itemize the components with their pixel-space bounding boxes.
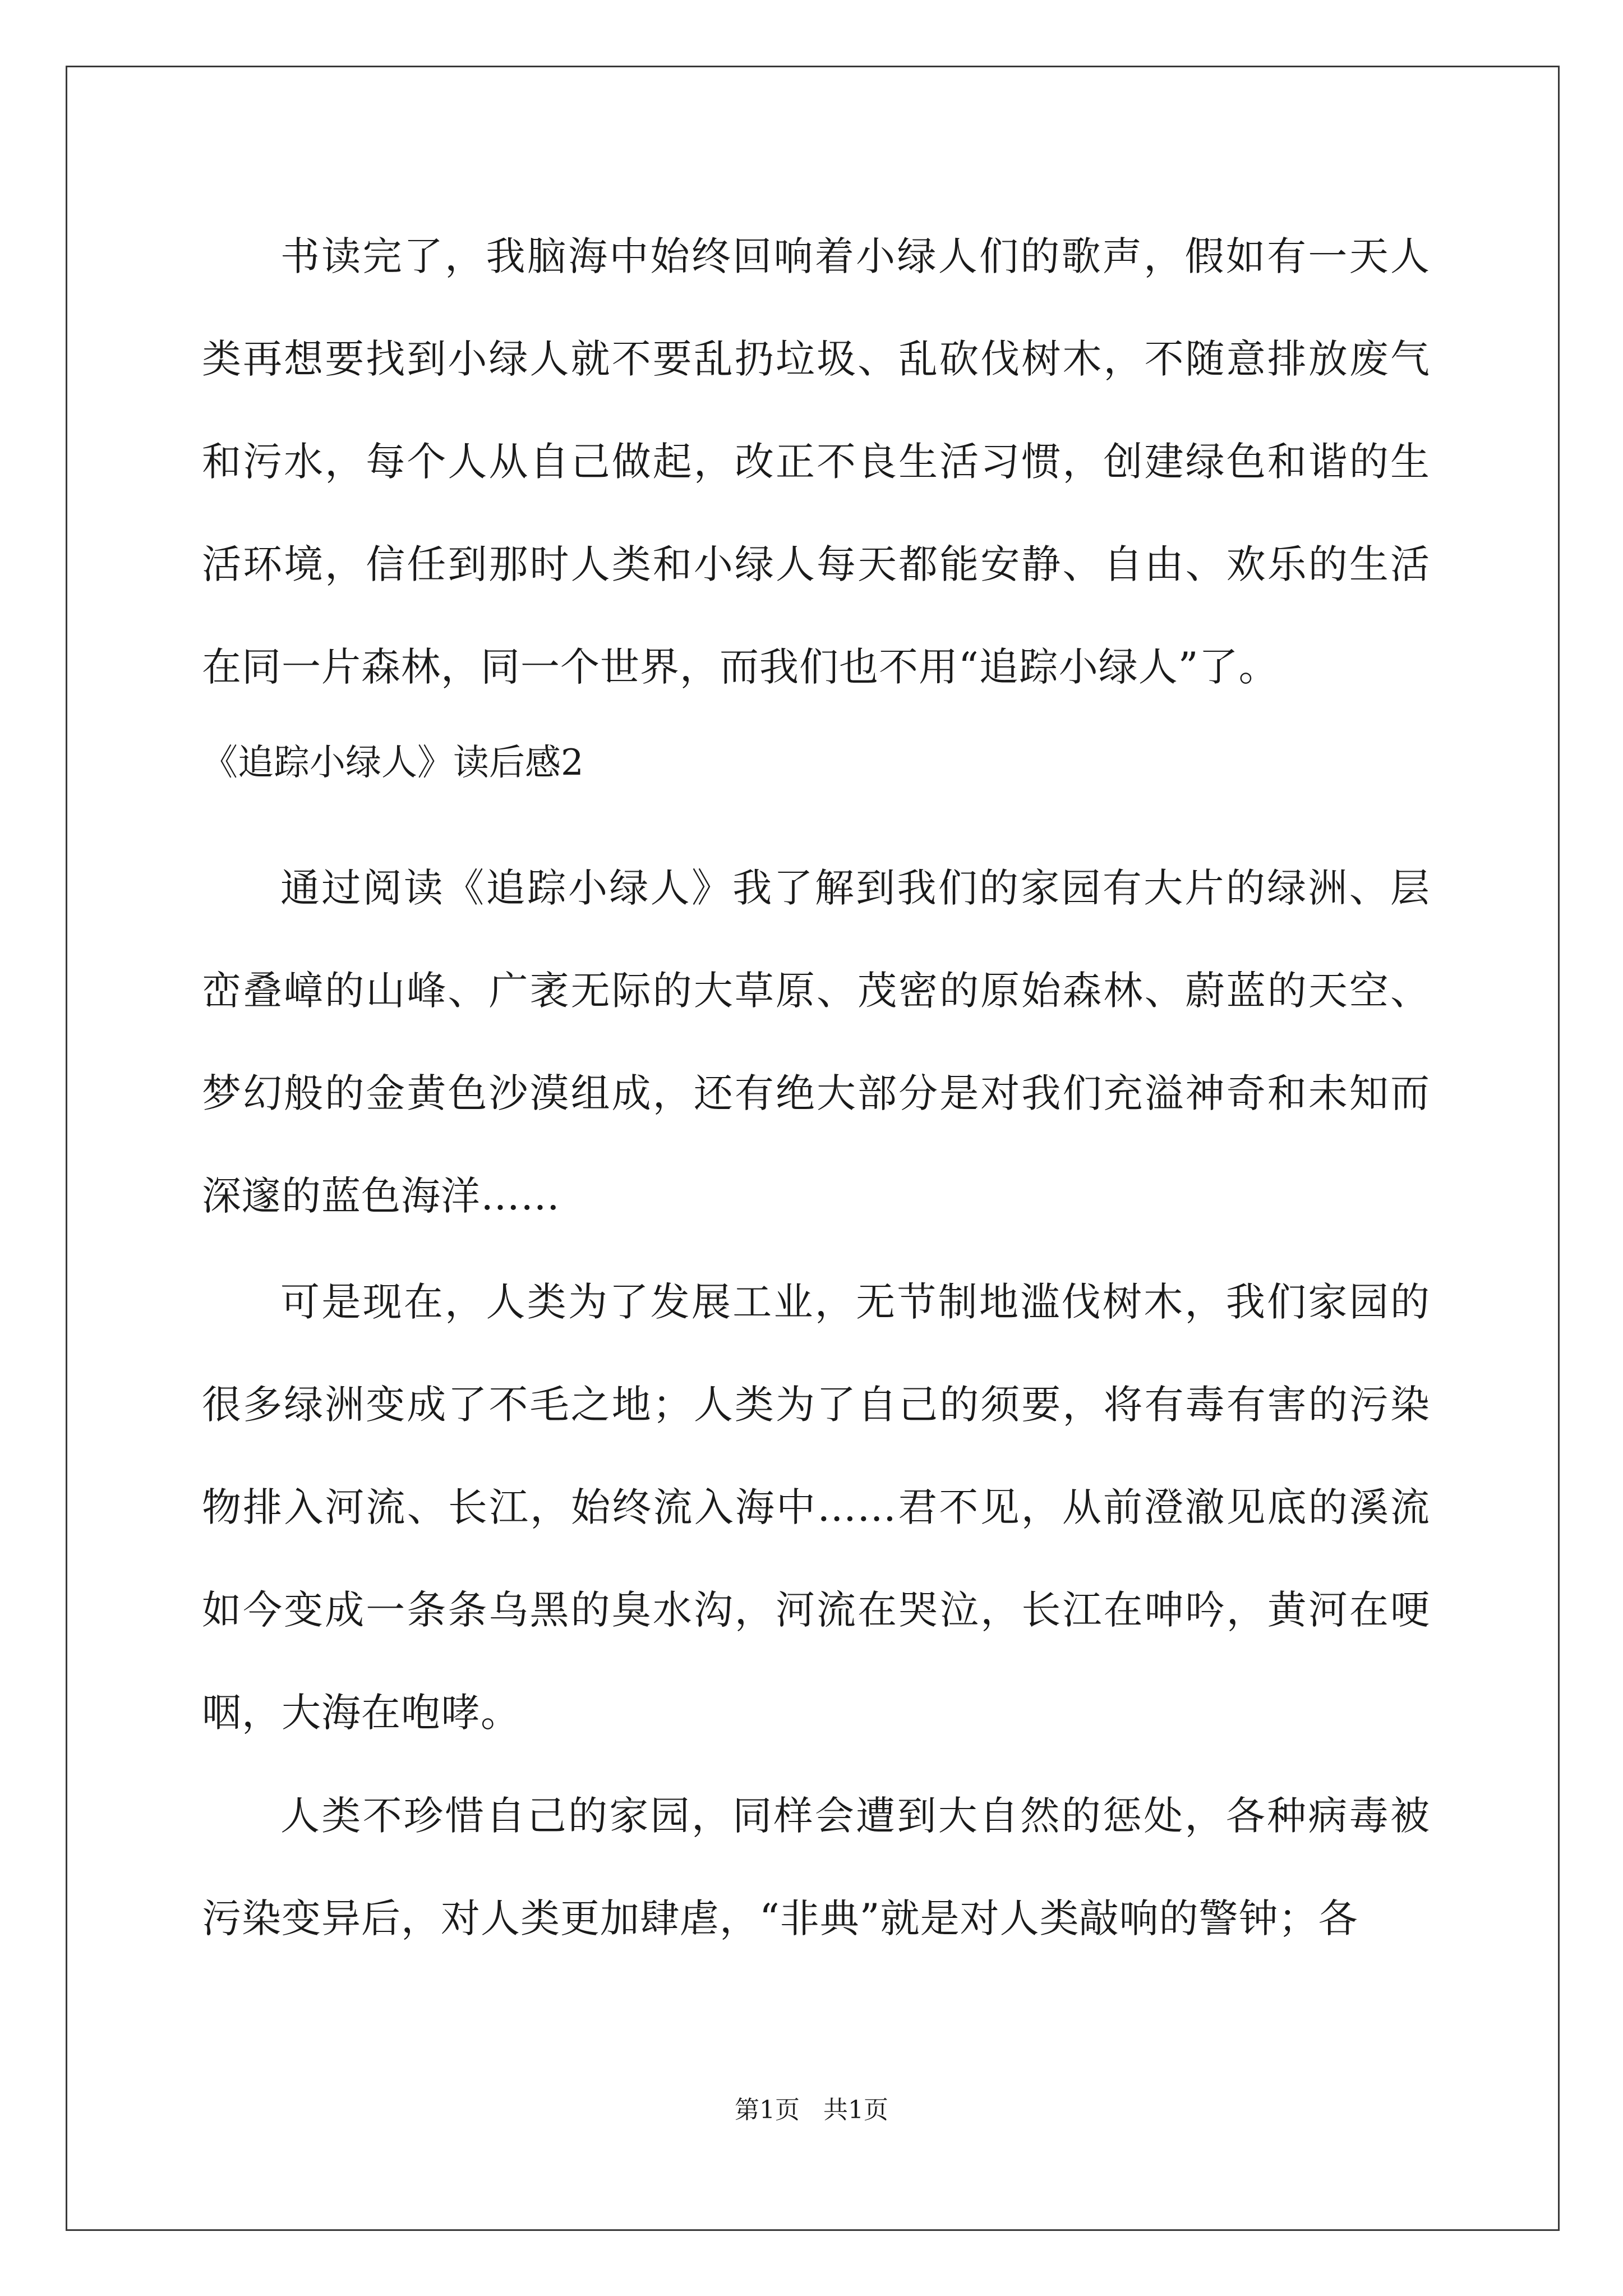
- page-footer: 第1页 共1页: [735, 2096, 888, 2124]
- paragraph-4: 人类不珍惜自己的家园，同样会遭到大自然的惩处，各种病毒被污染变异后，对人类更加肆虐，“非典”就是对人类敲响的警钟；各: [202, 1793, 1430, 1941]
- section-heading: 《追踪小绿人》读后感2: [202, 742, 584, 784]
- paragraph-1: 书读完了，我脑海中始终回响着小绿人们的歌声，假如有一天人类再想要找到小绿人就不要乱扔垃圾、乱砍伐树木，不随意排放废气和污水，每个人从自己做起，改正不良生活习惯，创建绿色和谐的生活环境，信任到那时人类和小绿人每天都能安静、自由、欢乐的生活在同一片森林，同一个世界，而我们也不用“追踪小绿人”了。: [202, 233, 1430, 690]
- paragraph-2: 通过阅读《追踪小绿人》我了解到我们的家园有大片的绿洲、层峦叠嶂的山峰、广袤无际的大草原、茂密的原始森林、蔚蓝的天空、梦幻般的金黄色沙漠组成，还有绝大部分是对我们充溢神奇和未知而深邃的蓝色海洋……: [202, 865, 1430, 1219]
- paragraph-3: 可是现在，人类为了发展工业，无节制地滥伐树木，我们家园的很多绿洲变成了不毛之地；人类为了自己的须要，将有毒有害的污染物排入河流、长江，始终流入海中……君不见，从前澄澈见底的溪流如今变成一条条乌黑的臭水沟，河流在哭泣，长江在呻吟，黄河在哽咽，大海在咆哮。: [202, 1279, 1430, 1736]
